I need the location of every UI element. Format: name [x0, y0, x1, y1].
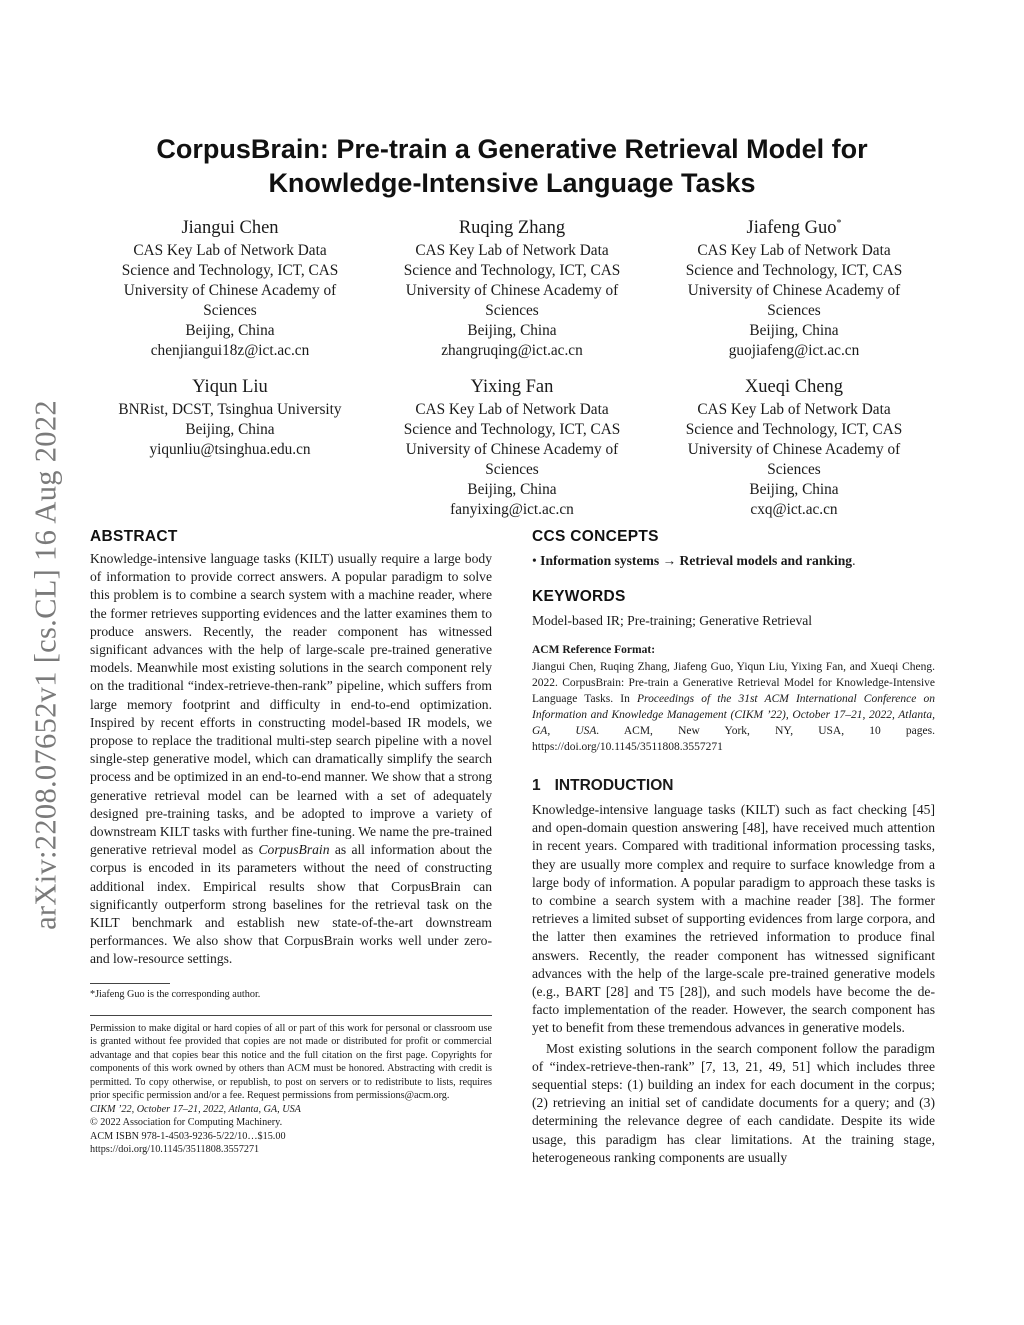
affiliation-line: University of Chinese Academy of [687, 441, 901, 458]
corresponding-author-footnote: *Jiafeng Guo is the corresponding author. [90, 988, 261, 1000]
arxiv-identifier: arXiv:2208.07652v1 [cs.CL] 16 Aug 2022 [28, 400, 63, 930]
author-list [100, 216, 924, 534]
affiliation-line: Science and Technology, ICT, CAS [403, 421, 621, 438]
abstract-heading: ABSTRACT [90, 528, 178, 545]
affiliation-line: BNRist, DCST, Tsinghua University [118, 401, 342, 418]
reference-format-label: ACM Reference Format: [532, 644, 656, 656]
affiliation-line: Beijing, China [749, 481, 839, 498]
paper-title [90, 132, 934, 200]
author-row-1 [100, 216, 924, 361]
affiliation-line: CAS Key Lab of Network Data [415, 401, 609, 418]
affiliation-line: University of Chinese Academy of [405, 441, 619, 458]
ccs-concepts: • Information systems → Retrieval models and ranking. [532, 553, 856, 568]
author-block [100, 375, 360, 520]
author-email: chenjiangui18z@ict.ac.cn [150, 342, 310, 359]
author-block [382, 375, 642, 520]
permission-notice: Permission to make digital or hard copies of all or part of this work for personal or classroom use is granted without fee provided that copies are not made or distributed for profit or commercial advantage and that copies bear this notice and the full citation on the first page. Copyrights for components of this work owned by others than ACM must be honored. Abstracting with credit is permitted. To copy otherwise, or republish, to post on servers or to redistribute to lists, requires prior specific permission and/or a fee. Request permissions from permissions@acm.org. [90, 1022, 492, 1102]
author-email: guojiafeng@ict.ac.cn [728, 342, 860, 359]
author-block [382, 216, 642, 361]
author-email: fanyixing@ict.ac.cn [450, 501, 574, 518]
abstract-italic-name: CorpusBrain [258, 842, 330, 858]
affiliation-line: Sciences [203, 302, 257, 319]
affiliation-line: Sciences [767, 302, 821, 319]
reference-format-text: Jiangui Chen, Ruqing Zhang, Jiafeng Guo, Yiqun Liu, Yixing Fan, and Xueqi Cheng. 2022. CorpusBrain: Pre-train a Generative Retrieval Model for Knowledge-Intensive Language Tasks. In Proceedings of the 31st ACM International Conference on Information and Knowledge Management (CIKM ’22), October 17–21, 2022, Atlanta, GA, USA. ACM, New York, NY, USA, 10 pages. https://doi.org/10.1145/3511808.3557271 [532, 661, 935, 753]
permission-divider [90, 1015, 492, 1016]
author-email: cxq@ict.ac.cn [750, 501, 838, 518]
title-line-2: Knowledge-Intensive Language Tasks [268, 168, 756, 198]
author-name: Xueqi Cheng [744, 377, 844, 397]
abstract-body: Knowledge-intensive language tasks (KILT) usually require a large body of information to provide correct answers. A popular paradigm to solve this problem is to combine a search system with a machine reader, where the former retrieves supporting evidences and the latter examines them to produce answers. Recently, the reader component has witnessed significant advances with the help of large-scale pre-trained generative models. Meanwhile most existing solutions in the search component rely on the traditional “index-retrieve-then-rank” pipeline, which suffers from large memory footprint and difficulty in end-to-end optimization. Inspired by recent efforts in constructing model-based IR models, we propose to replace the traditional multi-step search pipeline with a novel single-step generative model, which can dramatically simplify the search process and be optimized in an end-to-end manner. We show that a strong generative retrieval model can be learned with a set of adequately designed pre-training tasks, and be adopted to improve a variety of downstream KILT tasks with further fine-tuning. We name the pre-trained generative retrieval model as CorpusBrain as all information about the corpus is encoded in its parameters without the need of constructing additional index. Empirical results show that CorpusBrain can significantly outperform strong baselines for the retrieval task on the KILT benchmark and establish new state-of-the-art downstream performances. We also show that CorpusBrain works well under zero- and low-resource settings. [90, 551, 492, 967]
author-row-2 [100, 375, 924, 520]
author-name: Jiafeng Guo* [746, 217, 842, 238]
footnote-divider [90, 983, 170, 984]
affiliation-line: CAS Key Lab of Network Data [133, 242, 327, 259]
intro-paragraph-1: Knowledge-intensive language tasks (KILT) such as fact checking [45] and open-domain question answering [48], have received much attention in recent years. Compared with traditional information processing tasks, they are usually more complex and require to surface knowledge from a large body of information. A popular paradigm to approach these tasks is to combine a search system with a machine reader [38]. The former retrieves a limited subset of supporting evidences from large corpora, and the latter then examines the retrieved information to produce final answers. Recently, the reader component has witnessed significant advances with the help of the large-scale pre-trained generative models (e.g., BART [28] and T5 [28]), and such models have become the de-facto implementation of the reader. However, the search component has yet to benefit from these tremendous advances in generative models. [532, 802, 935, 1036]
right-column [532, 528, 935, 1167]
author-block [664, 375, 924, 520]
affiliation-line: University of Chinese Academy of [405, 282, 619, 299]
affiliation-line: Beijing, China [749, 322, 839, 339]
left-column [90, 528, 492, 1157]
introduction-heading: 1 INTRODUCTION [532, 777, 674, 794]
affiliation-line: Beijing, China [185, 421, 275, 438]
affiliation-line: CAS Key Lab of Network Data [697, 401, 891, 418]
author-name: Yiqun Liu [192, 377, 268, 397]
affiliation-line: Beijing, China [467, 322, 557, 339]
copyright-line: © 2022 Association for Computing Machinery. [90, 1117, 283, 1129]
author-name: Yixing Fan [470, 377, 554, 397]
ccs-heading: CCS CONCEPTS [532, 528, 659, 545]
author-block [664, 216, 924, 361]
author-email: zhangruqing@ict.ac.cn [441, 342, 583, 359]
affiliation-line: Sciences [767, 461, 821, 478]
author-name: Jiangui Chen [181, 218, 279, 238]
affiliation-line: Beijing, China [467, 481, 557, 498]
affiliation-line: CAS Key Lab of Network Data [697, 242, 891, 259]
intro-paragraph-2: Most existing solutions in the search component follow the paradigm of “index-retrieve-then-rank” [7, 13, 21, 49, 51] which includes three sequential steps: (1) building an index for each document in the corpus; (2) retrieving an initial set of candidate documents for a query; and (3) determining the relevance degree of each candidate. Despite its wide usage, this paradigm has clear limitations. At the training stage, heterogeneous ranking components are usually [532, 1040, 935, 1165]
affiliation-line: Science and Technology, ICT, CAS [121, 262, 339, 279]
affiliation-line: Beijing, China [185, 322, 275, 339]
affiliation-line: CAS Key Lab of Network Data [415, 242, 609, 259]
doi-link[interactable]: https://doi.org/10.1145/3511808.3557271 [90, 1144, 260, 1156]
author-name: Ruqing Zhang [458, 218, 566, 238]
keywords-list: Model-based IR; Pre-training; Generative Retrieval [532, 613, 813, 628]
arrow-icon: → [662, 553, 677, 568]
affiliation-line: Science and Technology, ICT, CAS [403, 262, 621, 279]
author-email: yiqunliu@tsinghua.edu.cn [149, 441, 311, 458]
corresponding-author-mark: * [836, 217, 842, 229]
affiliation-line: University of Chinese Academy of [123, 282, 337, 299]
keywords-heading: KEYWORDS [532, 588, 626, 605]
conference-info: CIKM ’22, October 17–21, 2022, Atlanta, GA, USA [90, 1103, 301, 1115]
affiliation-line: University of Chinese Academy of [687, 282, 901, 299]
affiliation-line: Science and Technology, ICT, CAS [685, 421, 903, 438]
title-line-1: CorpusBrain: Pre-train a Generative Retrieval Model for [156, 134, 868, 164]
affiliation-line: Sciences [485, 461, 539, 478]
affiliation-line: Science and Technology, ICT, CAS [685, 262, 903, 279]
affiliation-line: Sciences [485, 302, 539, 319]
author-block [100, 216, 360, 361]
isbn-line: ACM ISBN 978-1-4503-9236-5/22/10…$15.00 [90, 1130, 286, 1142]
